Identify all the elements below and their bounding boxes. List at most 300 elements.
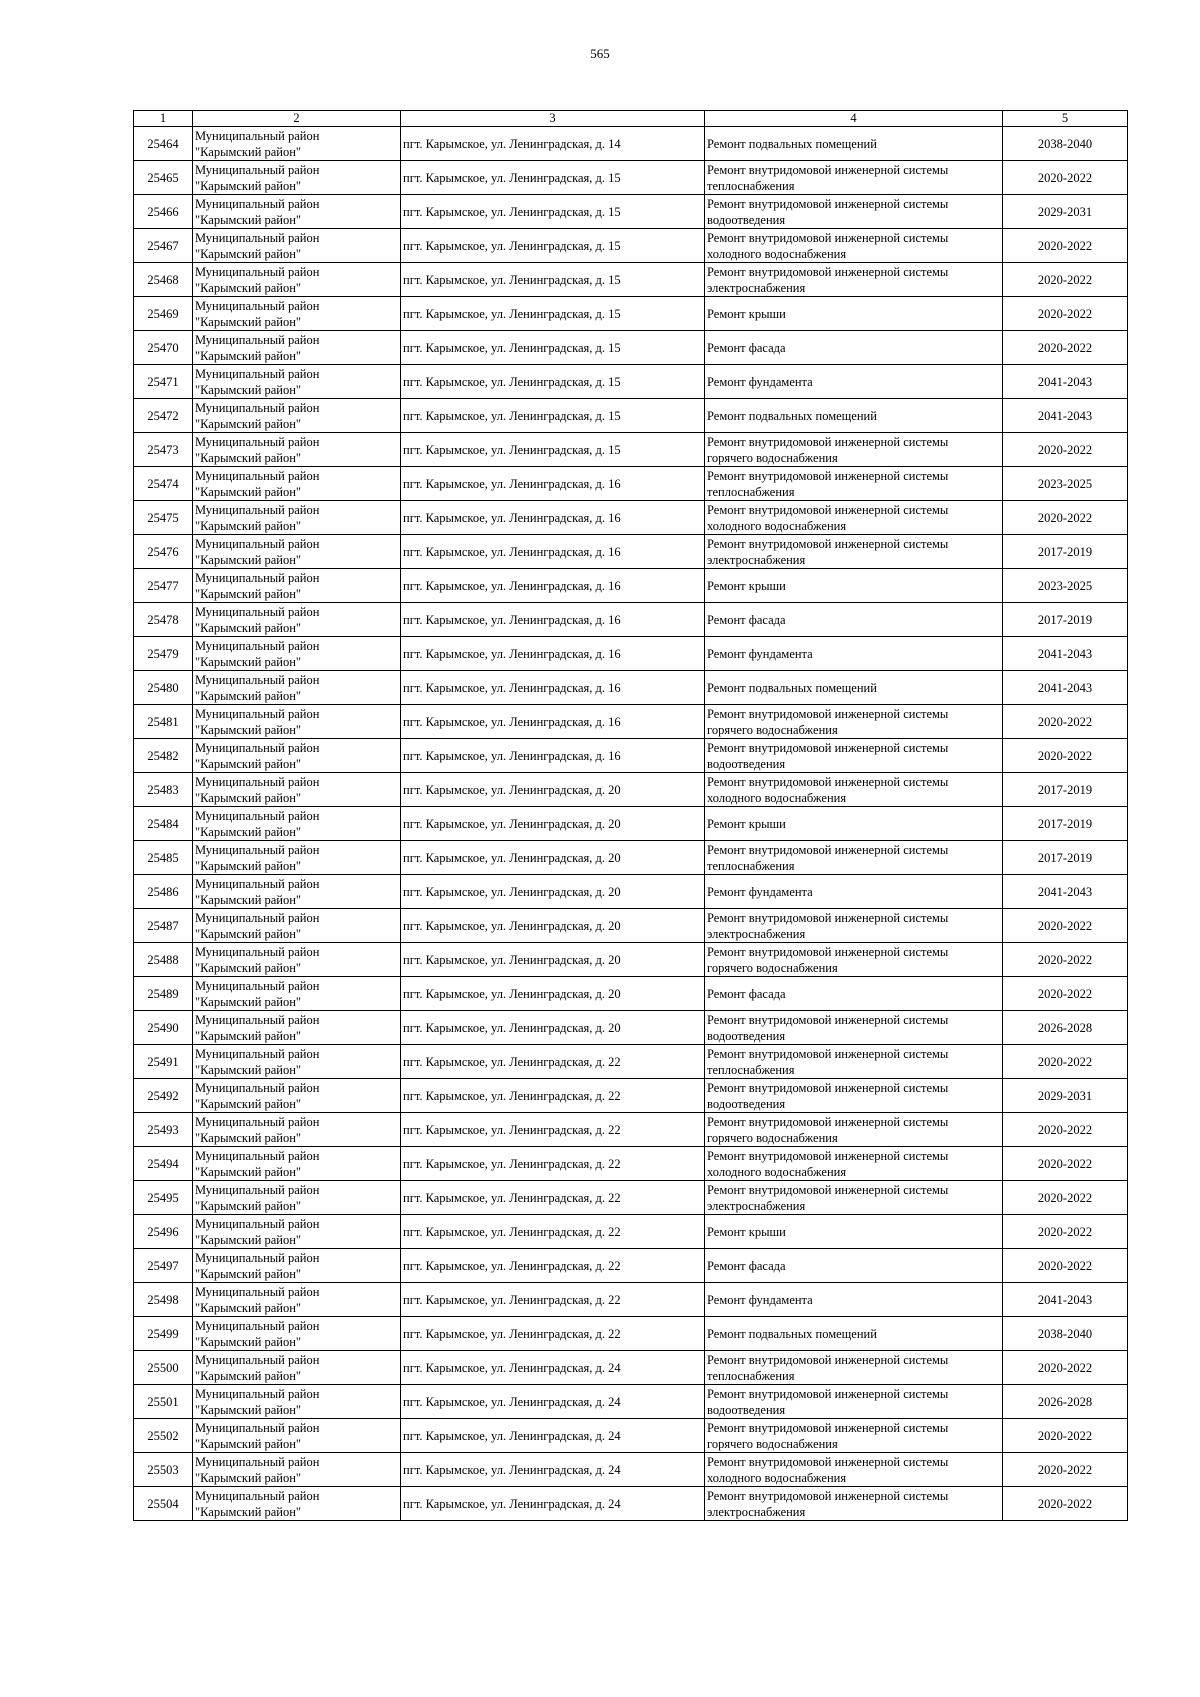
row-number: 25492 xyxy=(134,1079,193,1113)
work-type-line-1: Ремонт внутридомовой инженерной системы xyxy=(707,1080,949,1095)
column-header-5: 5 xyxy=(1003,111,1128,127)
column-header-2: 2 xyxy=(193,111,401,127)
column-header-3: 3 xyxy=(401,111,705,127)
row-number: 25477 xyxy=(134,569,193,603)
work-type-line-2: холодного водоснабжения xyxy=(707,1470,847,1485)
address-cell: пгт. Карымское, ул. Ленинградская, д. 20 xyxy=(401,909,705,943)
row-number: 25491 xyxy=(134,1045,193,1079)
municipality-cell xyxy=(193,1453,401,1487)
table-row xyxy=(134,1283,1128,1317)
work-type-cell xyxy=(705,977,1003,1011)
municipality-line-2: "Карымский район" xyxy=(195,960,302,975)
address-cell: пгт. Карымское, ул. Ленинградская, д. 22 xyxy=(401,1317,705,1351)
column-header-4: 4 xyxy=(705,111,1003,127)
work-type-cell xyxy=(705,1283,1003,1317)
column-number-header-row xyxy=(134,111,1128,127)
period-cell: 2038-2040 xyxy=(1003,1317,1128,1351)
address-cell: пгт. Карымское, ул. Ленинградская, д. 24 xyxy=(401,1453,705,1487)
row-number: 25488 xyxy=(134,943,193,977)
repair-schedule-table xyxy=(133,110,1128,1521)
municipality-line-2: "Карымский район" xyxy=(195,1028,302,1043)
work-type-line-1: Ремонт внутридомовой инженерной системы xyxy=(707,264,949,279)
row-number: 25486 xyxy=(134,875,193,909)
period-cell: 2023-2025 xyxy=(1003,569,1128,603)
address-cell: пгт. Карымское, ул. Ленинградская, д. 22 xyxy=(401,1181,705,1215)
municipality-cell xyxy=(193,1283,401,1317)
row-number: 25493 xyxy=(134,1113,193,1147)
municipality-cell xyxy=(193,875,401,909)
municipality-cell xyxy=(193,1079,401,1113)
row-number: 25484 xyxy=(134,807,193,841)
municipality-line-2: "Карымский район" xyxy=(195,178,302,193)
table-row xyxy=(134,229,1128,263)
period-cell: 2020-2022 xyxy=(1003,331,1128,365)
row-number: 25498 xyxy=(134,1283,193,1317)
work-type-cell xyxy=(705,943,1003,977)
row-number: 25475 xyxy=(134,501,193,535)
period-cell: 2038-2040 xyxy=(1003,127,1128,161)
work-type-line-1: Ремонт фундамента xyxy=(707,884,813,899)
table-row xyxy=(134,1113,1128,1147)
period-cell: 2020-2022 xyxy=(1003,1215,1128,1249)
table-row xyxy=(134,399,1128,433)
address-cell: пгт. Карымское, ул. Ленинградская, д. 16 xyxy=(401,501,705,535)
work-type-line-1: Ремонт внутридомовой инженерной системы xyxy=(707,1182,949,1197)
municipality-line-1: Муниципальный район xyxy=(195,1012,320,1027)
work-type-line-2: холодного водоснабжения xyxy=(707,790,847,805)
work-type-cell xyxy=(705,467,1003,501)
work-type-line-2: горячего водоснабжения xyxy=(707,1130,838,1145)
work-type-line-1: Ремонт внутридомовой инженерной системы xyxy=(707,1114,949,1129)
municipality-line-1: Муниципальный район xyxy=(195,1182,320,1197)
period-cell: 2020-2022 xyxy=(1003,1419,1128,1453)
table-row xyxy=(134,739,1128,773)
work-type-line-1: Ремонт внутридомовой инженерной системы xyxy=(707,842,949,857)
address-cell: пгт. Карымское, ул. Ленинградская, д. 22 xyxy=(401,1045,705,1079)
work-type-cell xyxy=(705,1147,1003,1181)
municipality-line-2: "Карымский район" xyxy=(195,212,302,227)
period-cell: 2026-2028 xyxy=(1003,1385,1128,1419)
period-cell: 2029-2031 xyxy=(1003,195,1128,229)
municipality-line-1: Муниципальный район xyxy=(195,706,320,721)
row-number: 25483 xyxy=(134,773,193,807)
column-header-1: 1 xyxy=(134,111,193,127)
work-type-line-2: горячего водоснабжения xyxy=(707,450,838,465)
municipality-line-1: Муниципальный район xyxy=(195,842,320,857)
table-row xyxy=(134,671,1128,705)
work-type-cell xyxy=(705,875,1003,909)
work-type-cell xyxy=(705,1079,1003,1113)
municipality-cell xyxy=(193,1419,401,1453)
address-cell: пгт. Карымское, ул. Ленинградская, д. 16 xyxy=(401,671,705,705)
table-row xyxy=(134,263,1128,297)
municipality-cell xyxy=(193,365,401,399)
address-cell: пгт. Карымское, ул. Ленинградская, д. 24 xyxy=(401,1385,705,1419)
table-row xyxy=(134,1215,1128,1249)
municipality-line-2: "Карымский район" xyxy=(195,1266,302,1281)
page-number: 565 xyxy=(590,46,610,61)
table-row xyxy=(134,943,1128,977)
period-cell: 2017-2019 xyxy=(1003,807,1128,841)
municipality-cell xyxy=(193,1487,401,1521)
work-type-line-1: Ремонт внутридомовой инженерной системы xyxy=(707,162,949,177)
municipality-line-2: "Карымский район" xyxy=(195,382,302,397)
municipality-line-1: Муниципальный район xyxy=(195,434,320,449)
row-number: 25466 xyxy=(134,195,193,229)
work-type-cell xyxy=(705,1249,1003,1283)
address-cell: пгт. Карымское, ул. Ленинградская, д. 16 xyxy=(401,569,705,603)
work-type-line-2: электроснабжения xyxy=(707,1504,806,1519)
work-type-line-1: Ремонт внутридомовой инженерной системы xyxy=(707,434,949,449)
work-type-cell xyxy=(705,127,1003,161)
municipality-cell xyxy=(193,1249,401,1283)
work-type-cell xyxy=(705,1011,1003,1045)
municipality-cell xyxy=(193,1317,401,1351)
period-cell: 2017-2019 xyxy=(1003,603,1128,637)
table-row xyxy=(134,1487,1128,1521)
work-type-cell xyxy=(705,263,1003,297)
period-cell: 2020-2022 xyxy=(1003,977,1128,1011)
municipality-cell xyxy=(193,1351,401,1385)
municipality-cell xyxy=(193,1181,401,1215)
work-type-cell xyxy=(705,1215,1003,1249)
municipality-line-2: "Карымский район" xyxy=(195,858,302,873)
work-type-line-2: холодного водоснабжения xyxy=(707,246,847,261)
municipality-line-2: "Карымский район" xyxy=(195,1436,302,1451)
work-type-line-1: Ремонт подвальных помещений xyxy=(707,408,877,423)
municipality-line-1: Муниципальный район xyxy=(195,1488,320,1503)
municipality-cell xyxy=(193,671,401,705)
municipality-cell xyxy=(193,535,401,569)
municipality-line-2: "Карымский район" xyxy=(195,824,302,839)
row-number: 25501 xyxy=(134,1385,193,1419)
work-type-line-1: Ремонт подвальных помещений xyxy=(707,136,877,151)
work-type-line-2: электроснабжения xyxy=(707,280,806,295)
table-row xyxy=(134,909,1128,943)
table-row xyxy=(134,1317,1128,1351)
municipality-line-1: Муниципальный район xyxy=(195,468,320,483)
work-type-line-1: Ремонт крыши xyxy=(707,578,786,593)
work-type-cell xyxy=(705,739,1003,773)
period-cell: 2020-2022 xyxy=(1003,943,1128,977)
address-cell: пгт. Карымское, ул. Ленинградская, д. 20 xyxy=(401,807,705,841)
work-type-line-2: теплоснабжения xyxy=(707,858,795,873)
row-number: 25502 xyxy=(134,1419,193,1453)
work-type-line-1: Ремонт внутридомовой инженерной системы xyxy=(707,1012,949,1027)
work-type-line-1: Ремонт внутридомовой инженерной системы xyxy=(707,502,949,517)
municipality-cell xyxy=(193,1011,401,1045)
work-type-line-2: водоотведения xyxy=(707,1402,786,1417)
municipality-line-1: Муниципальный район xyxy=(195,1250,320,1265)
period-cell: 2041-2043 xyxy=(1003,399,1128,433)
work-type-line-1: Ремонт внутридомовой инженерной системы xyxy=(707,1488,949,1503)
period-cell: 2020-2022 xyxy=(1003,297,1128,331)
municipality-line-2: "Карымский район" xyxy=(195,1334,302,1349)
table-row xyxy=(134,1011,1128,1045)
work-type-cell xyxy=(705,841,1003,875)
work-type-cell xyxy=(705,161,1003,195)
municipality-cell xyxy=(193,977,401,1011)
municipality-line-1: Муниципальный район xyxy=(195,1114,320,1129)
address-cell: пгт. Карымское, ул. Ленинградская, д. 20 xyxy=(401,841,705,875)
municipality-line-1: Муниципальный район xyxy=(195,400,320,415)
address-cell: пгт. Карымское, ул. Ленинградская, д. 15 xyxy=(401,161,705,195)
municipality-line-1: Муниципальный район xyxy=(195,876,320,891)
work-type-cell xyxy=(705,433,1003,467)
table-row xyxy=(134,1453,1128,1487)
work-type-line-1: Ремонт внутридомовой инженерной системы xyxy=(707,1420,949,1435)
municipality-line-2: "Карымский район" xyxy=(195,552,302,567)
row-number: 25503 xyxy=(134,1453,193,1487)
work-type-line-2: горячего водоснабжения xyxy=(707,960,838,975)
work-type-line-1: Ремонт внутридомовой инженерной системы xyxy=(707,230,949,245)
address-cell: пгт. Карымское, ул. Ленинградская, д. 24 xyxy=(401,1419,705,1453)
work-type-line-2: теплоснабжения xyxy=(707,1368,795,1383)
work-type-line-2: холодного водоснабжения xyxy=(707,518,847,533)
work-type-line-1: Ремонт внутридомовой инженерной системы xyxy=(707,1046,949,1061)
municipality-line-2: "Карымский район" xyxy=(195,722,302,737)
row-number: 25464 xyxy=(134,127,193,161)
work-type-line-1: Ремонт фасада xyxy=(707,612,786,627)
table-row xyxy=(134,433,1128,467)
municipality-cell xyxy=(193,909,401,943)
work-type-line-2: водоотведения xyxy=(707,756,786,771)
row-number: 25495 xyxy=(134,1181,193,1215)
period-cell: 2020-2022 xyxy=(1003,1249,1128,1283)
address-cell: пгт. Карымское, ул. Ленинградская, д. 20 xyxy=(401,1011,705,1045)
row-number: 25470 xyxy=(134,331,193,365)
address-cell: пгт. Карымское, ул. Ленинградская, д. 15 xyxy=(401,229,705,263)
row-number: 25490 xyxy=(134,1011,193,1045)
work-type-cell xyxy=(705,1487,1003,1521)
work-type-line-1: Ремонт подвальных помещений xyxy=(707,680,877,695)
municipality-line-1: Муниципальный район xyxy=(195,1454,320,1469)
municipality-line-1: Муниципальный район xyxy=(195,1318,320,1333)
work-type-line-2: водоотведения xyxy=(707,212,786,227)
address-cell: пгт. Карымское, ул. Ленинградская, д. 16 xyxy=(401,467,705,501)
row-number: 25474 xyxy=(134,467,193,501)
municipality-cell xyxy=(193,501,401,535)
table-row xyxy=(134,297,1128,331)
municipality-line-1: Муниципальный район xyxy=(195,366,320,381)
address-cell: пгт. Карымское, ул. Ленинградская, д. 15 xyxy=(401,331,705,365)
table-row xyxy=(134,195,1128,229)
table-row xyxy=(134,127,1128,161)
table-row xyxy=(134,1351,1128,1385)
period-cell: 2041-2043 xyxy=(1003,875,1128,909)
work-type-line-2: холодного водоснабжения xyxy=(707,1164,847,1179)
period-cell: 2017-2019 xyxy=(1003,535,1128,569)
work-type-cell xyxy=(705,1045,1003,1079)
municipality-cell xyxy=(193,1215,401,1249)
municipality-line-2: "Карымский район" xyxy=(195,1232,302,1247)
row-number: 25468 xyxy=(134,263,193,297)
period-cell: 2020-2022 xyxy=(1003,229,1128,263)
municipality-line-2: "Карымский район" xyxy=(195,926,302,941)
period-cell: 2020-2022 xyxy=(1003,263,1128,297)
work-type-cell xyxy=(705,1181,1003,1215)
row-number: 25467 xyxy=(134,229,193,263)
address-cell: пгт. Карымское, ул. Ленинградская, д. 20 xyxy=(401,943,705,977)
municipality-cell xyxy=(193,467,401,501)
period-cell: 2023-2025 xyxy=(1003,467,1128,501)
municipality-line-1: Муниципальный район xyxy=(195,1386,320,1401)
municipality-line-1: Муниципальный район xyxy=(195,162,320,177)
municipality-cell xyxy=(193,739,401,773)
period-cell: 2020-2022 xyxy=(1003,1147,1128,1181)
work-type-line-1: Ремонт внутридомовой инженерной системы xyxy=(707,1386,949,1401)
municipality-line-2: "Карымский район" xyxy=(195,1470,302,1485)
municipality-line-1: Муниципальный район xyxy=(195,536,320,551)
municipality-line-2: "Карымский район" xyxy=(195,1062,302,1077)
work-type-cell xyxy=(705,1453,1003,1487)
table-row xyxy=(134,807,1128,841)
work-type-cell xyxy=(705,229,1003,263)
municipality-line-2: "Карымский район" xyxy=(195,484,302,499)
work-type-cell xyxy=(705,671,1003,705)
municipality-line-2: "Карымский район" xyxy=(195,1130,302,1145)
period-cell: 2017-2019 xyxy=(1003,773,1128,807)
municipality-line-1: Муниципальный район xyxy=(195,230,320,245)
row-number: 25504 xyxy=(134,1487,193,1521)
period-cell: 2026-2028 xyxy=(1003,1011,1128,1045)
municipality-line-1: Муниципальный район xyxy=(195,1080,320,1095)
work-type-cell xyxy=(705,603,1003,637)
municipality-line-1: Муниципальный район xyxy=(195,128,320,143)
row-number: 25478 xyxy=(134,603,193,637)
table-row xyxy=(134,331,1128,365)
period-cell: 2020-2022 xyxy=(1003,705,1128,739)
municipality-line-1: Муниципальный район xyxy=(195,502,320,517)
work-type-line-1: Ремонт внутридомовой инженерной системы xyxy=(707,1148,949,1163)
work-type-cell xyxy=(705,637,1003,671)
municipality-cell xyxy=(193,263,401,297)
municipality-cell xyxy=(193,399,401,433)
work-type-cell xyxy=(705,569,1003,603)
municipality-line-2: "Карымский район" xyxy=(195,314,302,329)
row-number: 25481 xyxy=(134,705,193,739)
work-type-line-2: теплоснабжения xyxy=(707,178,795,193)
row-number: 25494 xyxy=(134,1147,193,1181)
municipality-cell xyxy=(193,1045,401,1079)
work-type-line-2: водоотведения xyxy=(707,1096,786,1111)
period-cell: 2020-2022 xyxy=(1003,1351,1128,1385)
work-type-line-1: Ремонт внутридомовой инженерной системы xyxy=(707,740,949,755)
work-type-cell xyxy=(705,331,1003,365)
row-number: 25472 xyxy=(134,399,193,433)
work-type-line-2: водоотведения xyxy=(707,1028,786,1043)
work-type-line-1: Ремонт внутридомовой инженерной системы xyxy=(707,774,949,789)
table-row xyxy=(134,841,1128,875)
period-cell: 2041-2043 xyxy=(1003,365,1128,399)
municipality-cell xyxy=(193,161,401,195)
municipality-line-2: "Карымский район" xyxy=(195,790,302,805)
row-number: 25497 xyxy=(134,1249,193,1283)
municipality-line-2: "Карымский район" xyxy=(195,994,302,1009)
table-row xyxy=(134,1147,1128,1181)
municipality-line-2: "Карымский район" xyxy=(195,654,302,669)
work-type-line-1: Ремонт подвальных помещений xyxy=(707,1326,877,1341)
municipality-line-2: "Карымский район" xyxy=(195,1096,302,1111)
table-row xyxy=(134,977,1128,1011)
work-type-line-2: теплоснабжения xyxy=(707,1062,795,1077)
work-type-line-1: Ремонт внутридомовой инженерной системы xyxy=(707,536,949,551)
work-type-line-1: Ремонт фундамента xyxy=(707,1292,813,1307)
municipality-line-1: Муниципальный район xyxy=(195,298,320,313)
work-type-line-1: Ремонт фасада xyxy=(707,986,786,1001)
address-cell: пгт. Карымское, ул. Ленинградская, д. 22 xyxy=(401,1283,705,1317)
address-cell: пгт. Карымское, ул. Ленинградская, д. 15 xyxy=(401,365,705,399)
work-type-line-1: Ремонт внутридомовой инженерной системы xyxy=(707,1454,949,1469)
address-cell: пгт. Карымское, ул. Ленинградская, д. 15 xyxy=(401,297,705,331)
municipality-cell xyxy=(193,807,401,841)
work-type-cell xyxy=(705,909,1003,943)
work-type-cell xyxy=(705,773,1003,807)
work-type-cell xyxy=(705,1317,1003,1351)
municipality-line-1: Муниципальный район xyxy=(195,570,320,585)
municipality-line-2: "Карымский район" xyxy=(195,892,302,907)
municipality-line-1: Муниципальный район xyxy=(195,1148,320,1163)
municipality-line-2: "Карымский район" xyxy=(195,586,302,601)
work-type-cell xyxy=(705,705,1003,739)
work-type-line-1: Ремонт внутридомовой инженерной системы xyxy=(707,706,949,721)
municipality-cell xyxy=(193,1147,401,1181)
work-type-line-2: электроснабжения xyxy=(707,552,806,567)
address-cell: пгт. Карымское, ул. Ленинградская, д. 16 xyxy=(401,637,705,671)
table-row xyxy=(134,1419,1128,1453)
row-number: 25473 xyxy=(134,433,193,467)
address-cell: пгт. Карымское, ул. Ленинградская, д. 22 xyxy=(401,1147,705,1181)
work-type-line-1: Ремонт внутридомовой инженерной системы xyxy=(707,910,949,925)
address-cell: пгт. Карымское, ул. Ленинградская, д. 22 xyxy=(401,1079,705,1113)
municipality-cell xyxy=(193,127,401,161)
table-row xyxy=(134,637,1128,671)
municipality-line-1: Муниципальный район xyxy=(195,910,320,925)
work-type-line-2: горячего водоснабжения xyxy=(707,722,838,737)
municipality-cell xyxy=(193,841,401,875)
address-cell: пгт. Карымское, ул. Ленинградская, д. 20 xyxy=(401,875,705,909)
address-cell: пгт. Карымское, ул. Ленинградская, д. 20 xyxy=(401,977,705,1011)
address-cell: пгт. Карымское, ул. Ленинградская, д. 16 xyxy=(401,535,705,569)
period-cell: 2020-2022 xyxy=(1003,909,1128,943)
municipality-cell xyxy=(193,1113,401,1147)
period-cell: 2041-2043 xyxy=(1003,671,1128,705)
period-cell: 2020-2022 xyxy=(1003,739,1128,773)
address-cell: пгт. Карымское, ул. Ленинградская, д. 22 xyxy=(401,1249,705,1283)
row-number: 25499 xyxy=(134,1317,193,1351)
period-cell: 2041-2043 xyxy=(1003,1283,1128,1317)
address-cell: пгт. Карымское, ул. Ленинградская, д. 14 xyxy=(401,127,705,161)
municipality-cell xyxy=(193,773,401,807)
municipality-line-1: Муниципальный район xyxy=(195,978,320,993)
table-row xyxy=(134,875,1128,909)
period-cell: 2020-2022 xyxy=(1003,161,1128,195)
address-cell: пгт. Карымское, ул. Ленинградская, д. 15 xyxy=(401,263,705,297)
period-cell: 2020-2022 xyxy=(1003,433,1128,467)
address-cell: пгт. Карымское, ул. Ленинградская, д. 20 xyxy=(401,773,705,807)
address-cell: пгт. Карымское, ул. Ленинградская, д. 15 xyxy=(401,433,705,467)
work-type-line-2: электроснабжения xyxy=(707,926,806,941)
municipality-line-1: Муниципальный район xyxy=(195,1352,320,1367)
row-number: 25476 xyxy=(134,535,193,569)
row-number: 25471 xyxy=(134,365,193,399)
table-body xyxy=(134,127,1128,1521)
municipality-line-2: "Карымский район" xyxy=(195,756,302,771)
table-row xyxy=(134,535,1128,569)
address-cell: пгт. Карымское, ул. Ленинградская, д. 16 xyxy=(401,705,705,739)
work-type-line-1: Ремонт внутридомовой инженерной системы xyxy=(707,196,949,211)
period-cell: 2017-2019 xyxy=(1003,841,1128,875)
